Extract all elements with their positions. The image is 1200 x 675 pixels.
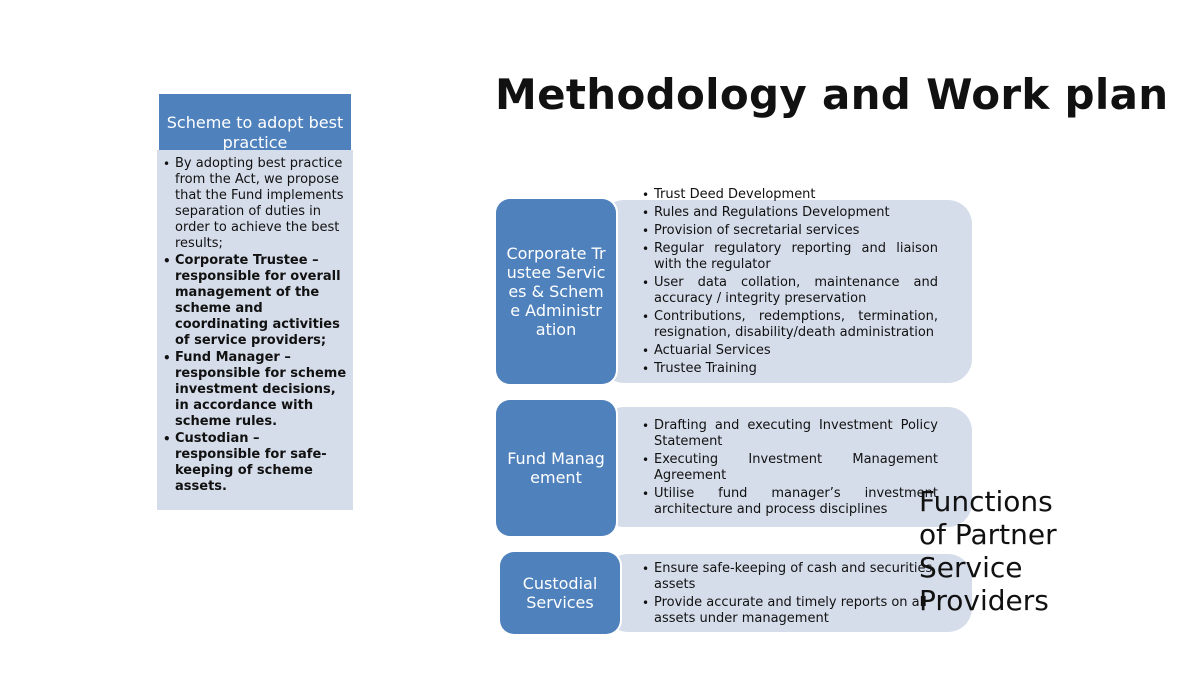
fund-management-box [496,400,616,536]
list-item: • Provide accurate and timely reports on all assets under management [654,595,940,627]
list-item: • Provision of secretarial services [654,223,938,239]
list-item: • Regular regulatory reporting and liaison with the regulator [654,241,938,273]
corporate-trustee-label: Corporate Trustee Services & Scheme Administration [506,244,606,339]
list-item: • Utilise fund manager’s investment architecture and process disciplines [654,486,938,518]
fund-management-list [654,418,938,520]
scheme-header: Scheme to adopt best practice [159,94,351,150]
corporate-trustee-box [496,199,616,384]
functions-label: Functions of Partner Service Providers [919,485,1057,617]
fund-management-label: Fund Management [507,449,605,487]
scheme-item-custodian: • Custodian – responsible for safe-keeping of scheme assets. [175,431,347,495]
slide-title: Methodology and Work plan [495,70,1169,119]
list-item: • Ensure safe-keeping of cash and securities assets [654,561,940,593]
custodial-list [654,561,940,629]
scheme-item-fund-manager: • Fund Manager – responsible for scheme investment decisions, in accordance with scheme rules. [175,350,347,430]
scheme-item-corporate-trustee: • Corporate Trustee – responsible for overall management of the scheme and coordinating activities of service providers; [175,253,347,349]
scheme-body [157,150,353,510]
list-item: • Trustee Training [654,361,938,377]
list-item: • Executing Investment Management Agreement [654,452,938,484]
scheme-item-intro: • By adopting best practice from the Act, we propose that the Fund implements separation of duties in order to achieve the best results; [175,156,347,252]
corporate-trustee-list [654,187,938,379]
scheme-list [157,150,353,495]
list-item: • Trust Deed Development [654,187,938,203]
list-item: • User data collation, maintenance and accuracy / integrity preservation [654,275,938,307]
custodial-label: Custodial Services [522,574,598,612]
list-item: • Rules and Regulations Development [654,205,938,221]
list-item: • Drafting and executing Investment Policy Statement [654,418,938,450]
custodial-box [500,552,620,634]
list-item: • Actuarial Services [654,343,938,359]
list-item: • Contributions, redemptions, termination, resignation, disability/death administration [654,309,938,341]
